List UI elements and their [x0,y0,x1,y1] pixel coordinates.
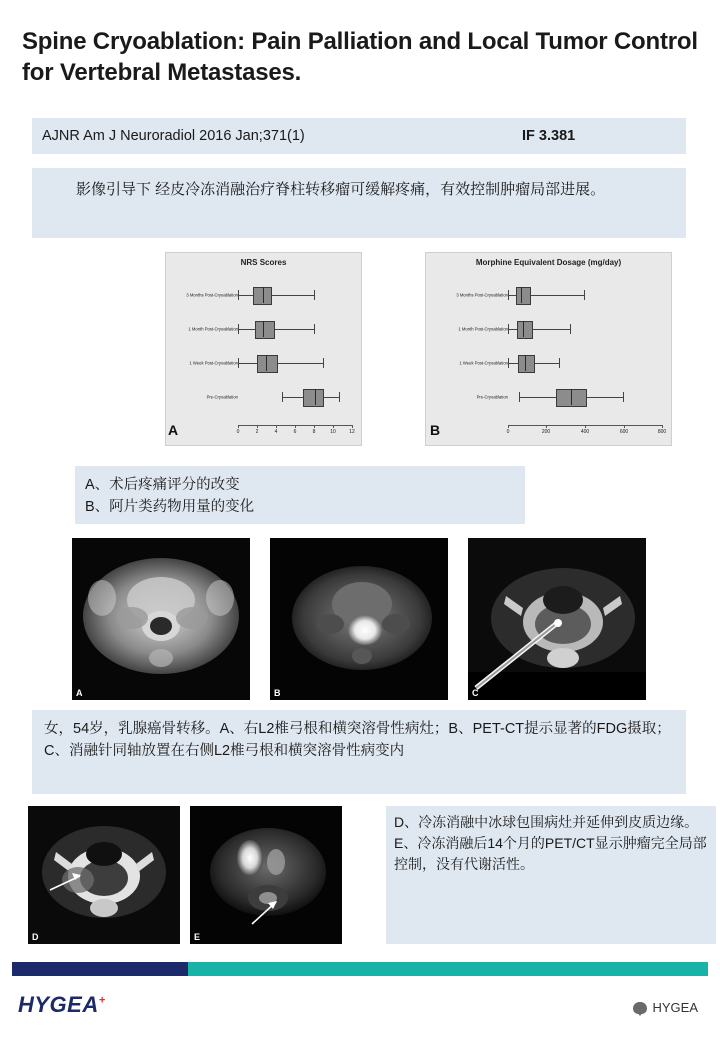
box-a-3 [303,389,324,407]
page-title: Spine Cryoablation: Pain Palliation and Local Tumor Control for Vertebral Metastases. [22,28,698,87]
reference-bar [32,118,686,154]
ytick-b-1: 1 Month Post-Cryoablation [458,326,508,332]
xtick-a-6: 12 [349,429,355,435]
brand-mark: + [98,994,106,1007]
tick-a-4 [314,425,315,428]
mri-axial-image-a [72,538,250,700]
xtick-a-5: 10 [330,429,336,435]
tick-b-4 [662,425,663,428]
image-label-e: E [194,932,201,942]
ytick-a-2: 1 Week Post-Cryoablation [189,360,238,366]
cap-b-0-min [508,290,509,300]
tick-b-2 [585,425,586,428]
wechat-footer [633,1000,698,1015]
cap-a-3-max [339,392,340,402]
image-label-c: C [472,688,479,698]
cap-b-2-min [508,358,509,368]
tick-a-0 [238,425,239,428]
xtick-a-3: 6 [293,429,297,435]
cap-a-1-min [238,324,239,334]
cap-b-3-max [623,392,624,402]
image-label-d: D [32,932,39,942]
box-b-2 [518,355,535,373]
xtick-b-4: 800 [657,429,667,435]
case-caption-text: 女，54岁，乳腺癌骨转移。A、右L2椎弓根和横突溶骨性病灶；B、PET-CT提示显著的FDG摄取；C、消融针同轴放置在右侧L2椎弓根和横突溶骨性病变内 [44,721,671,760]
ct-iceball-d-graphic [28,806,180,944]
box-b-1 [517,321,533,339]
cap-a-1-max [314,324,315,334]
median-b-2 [525,355,526,371]
tick-b-0 [508,425,509,428]
chart-title-b: Morphine Equivalent Dosage (mg/day) [475,258,622,267]
case-caption-box [32,710,686,794]
box-b-0 [516,287,531,305]
chart-morphine-dosage [425,252,672,446]
plot-a [166,253,361,445]
box-a-2 [257,355,278,373]
tick-a-3 [295,425,296,428]
chart-caption-line-1: A、术后疼痛评分的改变 [85,477,240,493]
box-a-1 [255,321,275,339]
summary-text: 影像引导下 经皮冷冻消融治疗脊柱转移瘤可缓解疼痛，有效控制肿瘤局部进展。 [76,181,606,198]
ytick-a-3: Pre-Cryoablation [206,394,238,400]
pet-ct-b-graphic [270,538,448,700]
image-label-a: A [76,688,83,698]
ct-iceball-image-d [28,806,180,944]
median-a-1 [263,321,264,337]
tick-a-5 [333,425,334,428]
plot-b [426,253,671,445]
cap-a-2-max [323,358,324,368]
cap-b-2-max [559,358,560,368]
cap-a-2-min [238,358,239,368]
median-a-2 [266,355,267,371]
tick-a-1 [257,425,258,428]
pet-ct-e-graphic [190,806,342,944]
tick-a-6 [352,425,353,428]
impact-factor: IF 3.381 [522,128,576,144]
wechat-label: HYGEA [652,1000,698,1015]
chart-title-a: NRS Scores [240,258,287,267]
de-caption-line-2: E、冷冻消融后14个月的PET/CT显示肿瘤完全局部控制，没有代谢活性。 [394,835,707,872]
cap-a-0-min [238,290,239,300]
cap-a-3-min [282,392,283,402]
mri-axial-a-graphic [72,538,250,700]
xtick-b-2: 400 [580,429,590,435]
whisker-a-1 [238,329,315,330]
chart-nrs-scores [165,252,362,446]
xtick-a-1: 2 [255,429,259,435]
footer-bar-blue [12,962,188,976]
de-caption-line-1: D、冷冻消融中冰球包围病灶并延伸到皮质边缘。 [394,814,699,830]
image-label-b: B [274,688,281,698]
journal-citation: AJNR Am J Neuroradiol 2016 Jan;371(1) [42,128,305,144]
cap-a-0-max [314,290,315,300]
image-row-bottom [28,806,707,946]
footer-color-bar [12,962,708,976]
ytick-b-3: Pre-Cryoablation [476,394,508,400]
median-b-1 [523,321,524,337]
pet-ct-image-b [270,538,448,700]
cap-b-3-min [519,392,520,402]
cap-b-0-max [584,290,585,300]
ytick-a-1: 1 Month Post-Cryoablation [188,326,238,332]
tick-b-3 [624,425,625,428]
median-a-3 [315,389,316,405]
ytick-b-0: 3 Months Post-Cryoablation [456,292,508,298]
cap-b-1-max [570,324,571,334]
chart-caption-line-2: B、阿片类药物用量的变化 [85,499,255,516]
image-row-top [72,538,648,700]
ytick-a-0: 3 Months Post-Cryoablation [186,292,238,298]
ct-needle-c-graphic [468,538,646,700]
summary-box [32,168,686,238]
xtick-b-3: 600 [619,429,629,435]
de-caption-box [386,806,716,944]
chart-area [80,252,667,452]
tick-b-1 [546,425,547,428]
median-b-0 [521,287,522,303]
ytick-b-2: 1 Week Post-Cryoablation [459,360,508,366]
panel-letter-a: A [168,422,179,438]
pet-ct-followup-image-e [190,806,342,944]
whisker-a-0 [238,295,315,296]
median-a-0 [263,287,264,303]
footer-bar-teal [188,962,708,976]
wechat-icon [633,1002,647,1014]
xtick-b-1: 200 [541,429,551,435]
ct-needle-image-c [468,538,646,700]
panel-letter-b: B [430,422,441,438]
tick-a-2 [276,425,277,428]
xtick-a-4: 8 [312,429,316,435]
xtick-a-0: 0 [236,429,240,435]
chart-caption-box [75,466,525,524]
brand-logo-text: HYGEA [18,992,99,1017]
median-b-3 [571,389,572,405]
xtick-a-2: 4 [274,429,278,435]
cap-b-1-min [508,324,509,334]
brand-logo [18,992,106,1018]
whisker-a-2 [238,363,324,364]
xtick-b-0: 0 [506,429,510,435]
